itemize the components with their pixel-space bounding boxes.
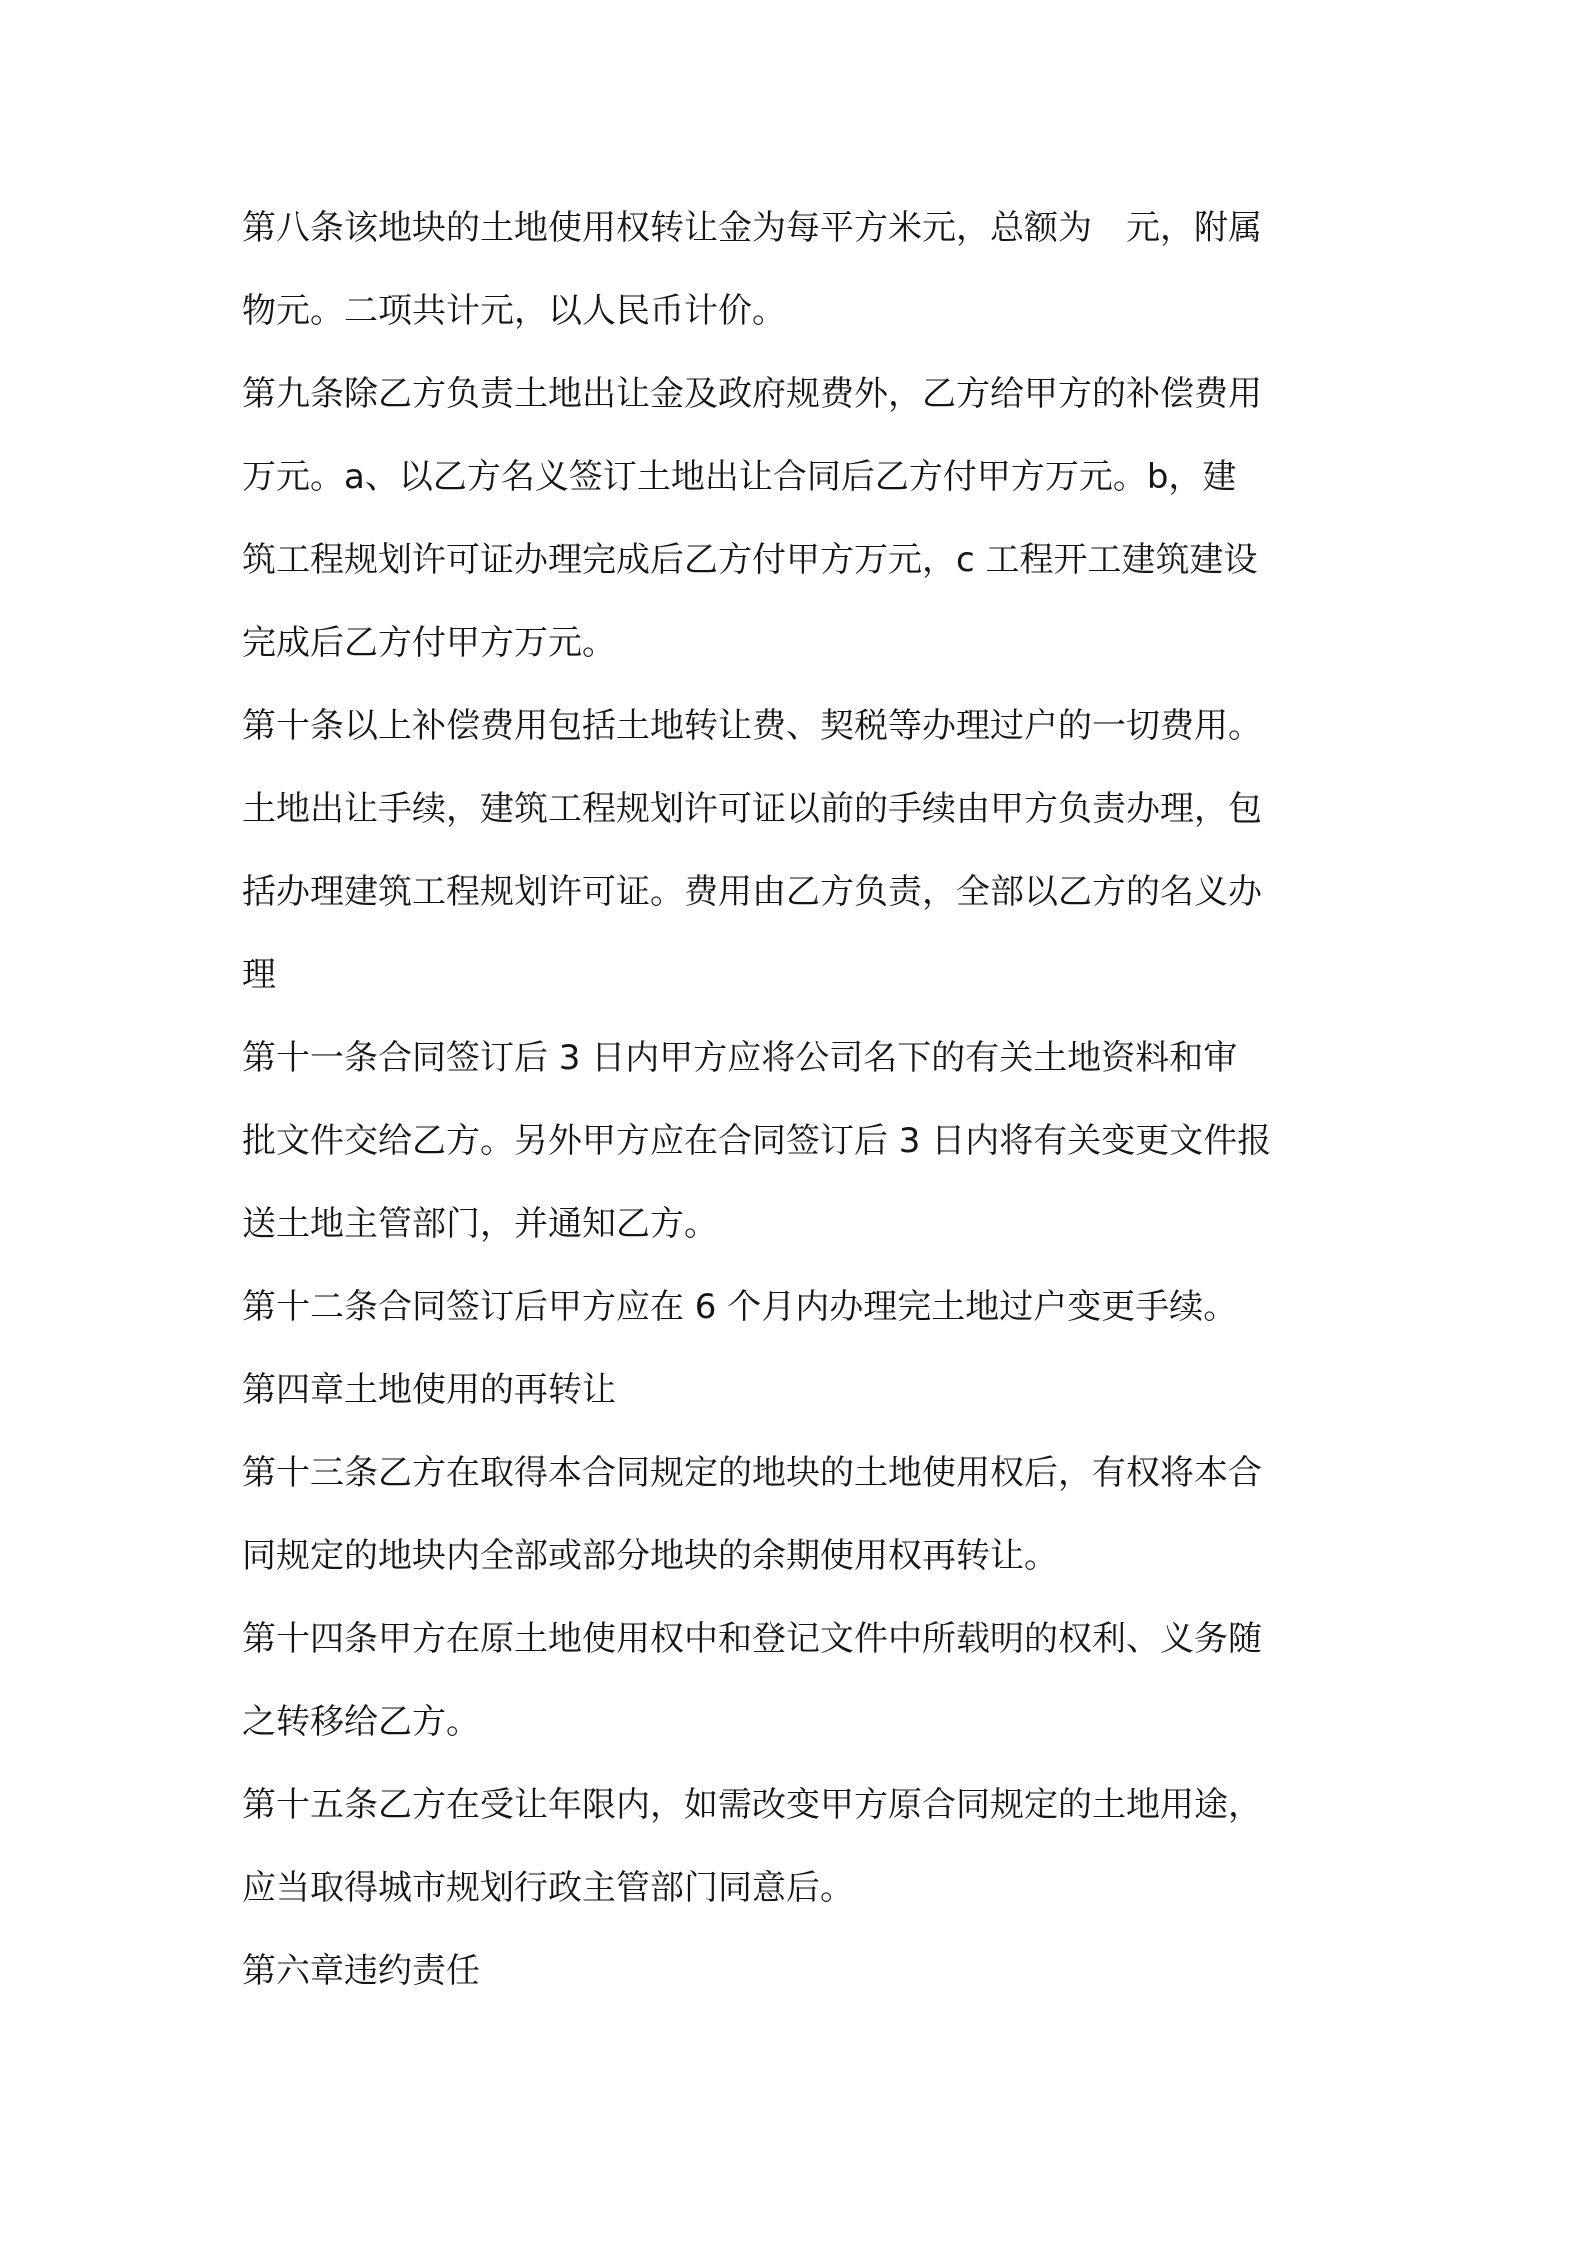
article-12 [242,1266,1360,1349]
article-14 [242,1598,1360,1764]
text-line: 之转移给乙方。 [242,1702,480,1742]
text-line: 第四章土地使用的再转让 [242,1370,616,1410]
text-line: 万元。a、以乙方名义签订土地出让合同后乙方付甲方万元。b，建 [242,457,1237,497]
article-11 [242,1017,1360,1266]
text-line: 第十二条合同签订后甲方应在 6 个月内办理完土地过户变更手续。 [242,1287,1238,1327]
article-9 [242,353,1360,685]
chapter-4-heading [242,1349,1360,1432]
text-line: 批文件交给乙方。另外甲方应在合同签订后 3 日内将有关变更文件报 [242,1121,1272,1161]
text-line: 物元。二项共计元，以人民币计价。 [242,291,786,331]
article-10 [242,685,1360,1017]
text-line: 筑工程规划许可证办理完成后乙方付甲方万元，c 工程开工建筑建设 [242,540,1258,580]
text-line: 第十四条甲方在原土地使用权中和登记文件中所载明的权利、义务随 [242,1619,1262,1659]
text-line: 第九条除乙方负责土地出让金及政府规费外，乙方给甲方的补偿费用 [242,374,1262,414]
text-line: 完成后乙方付甲方万元。 [242,623,616,663]
chapter-6-heading [242,1930,1360,2013]
text-line: 括办理建筑工程规划许可证。费用由乙方负责，全部以乙方的名义办 [242,872,1262,912]
text-line: 应当取得城市规划行政主管部门同意后。 [242,1868,854,1908]
text-line: 第六章违约责任 [242,1951,480,1991]
text-line: 送土地主管部门，并通知乙方。 [242,1204,718,1244]
text-line: 同规定的地块内全部或部分地块的余期使用权再转让。 [242,1536,1058,1576]
text-line: 理 [242,955,276,995]
text-line: 第八条该地块的土地使用权转让金为每平方米元，总额为 元，附属 [242,208,1262,248]
text-line: 第十条以上补偿费用包括土地转让费、契税等办理过户的一切费用。 [242,706,1262,746]
document-body [242,187,1360,2013]
article-13 [242,1432,1360,1598]
text-line: 第十三条乙方在取得本合同规定的地块的土地使用权后，有权将本合 [242,1453,1262,1493]
text-line: 第十五条乙方在受让年限内，如需改变甲方原合同规定的土地用途， [242,1785,1262,1825]
text-line: 土地出让手续，建筑工程规划许可证以前的手续由甲方负责办理，包 [242,789,1262,829]
article-15 [242,1764,1360,1930]
text-line: 第十一条合同签订后 3 日内甲方应将公司名下的有关土地资料和审 [242,1038,1238,1078]
article-8 [242,187,1360,353]
